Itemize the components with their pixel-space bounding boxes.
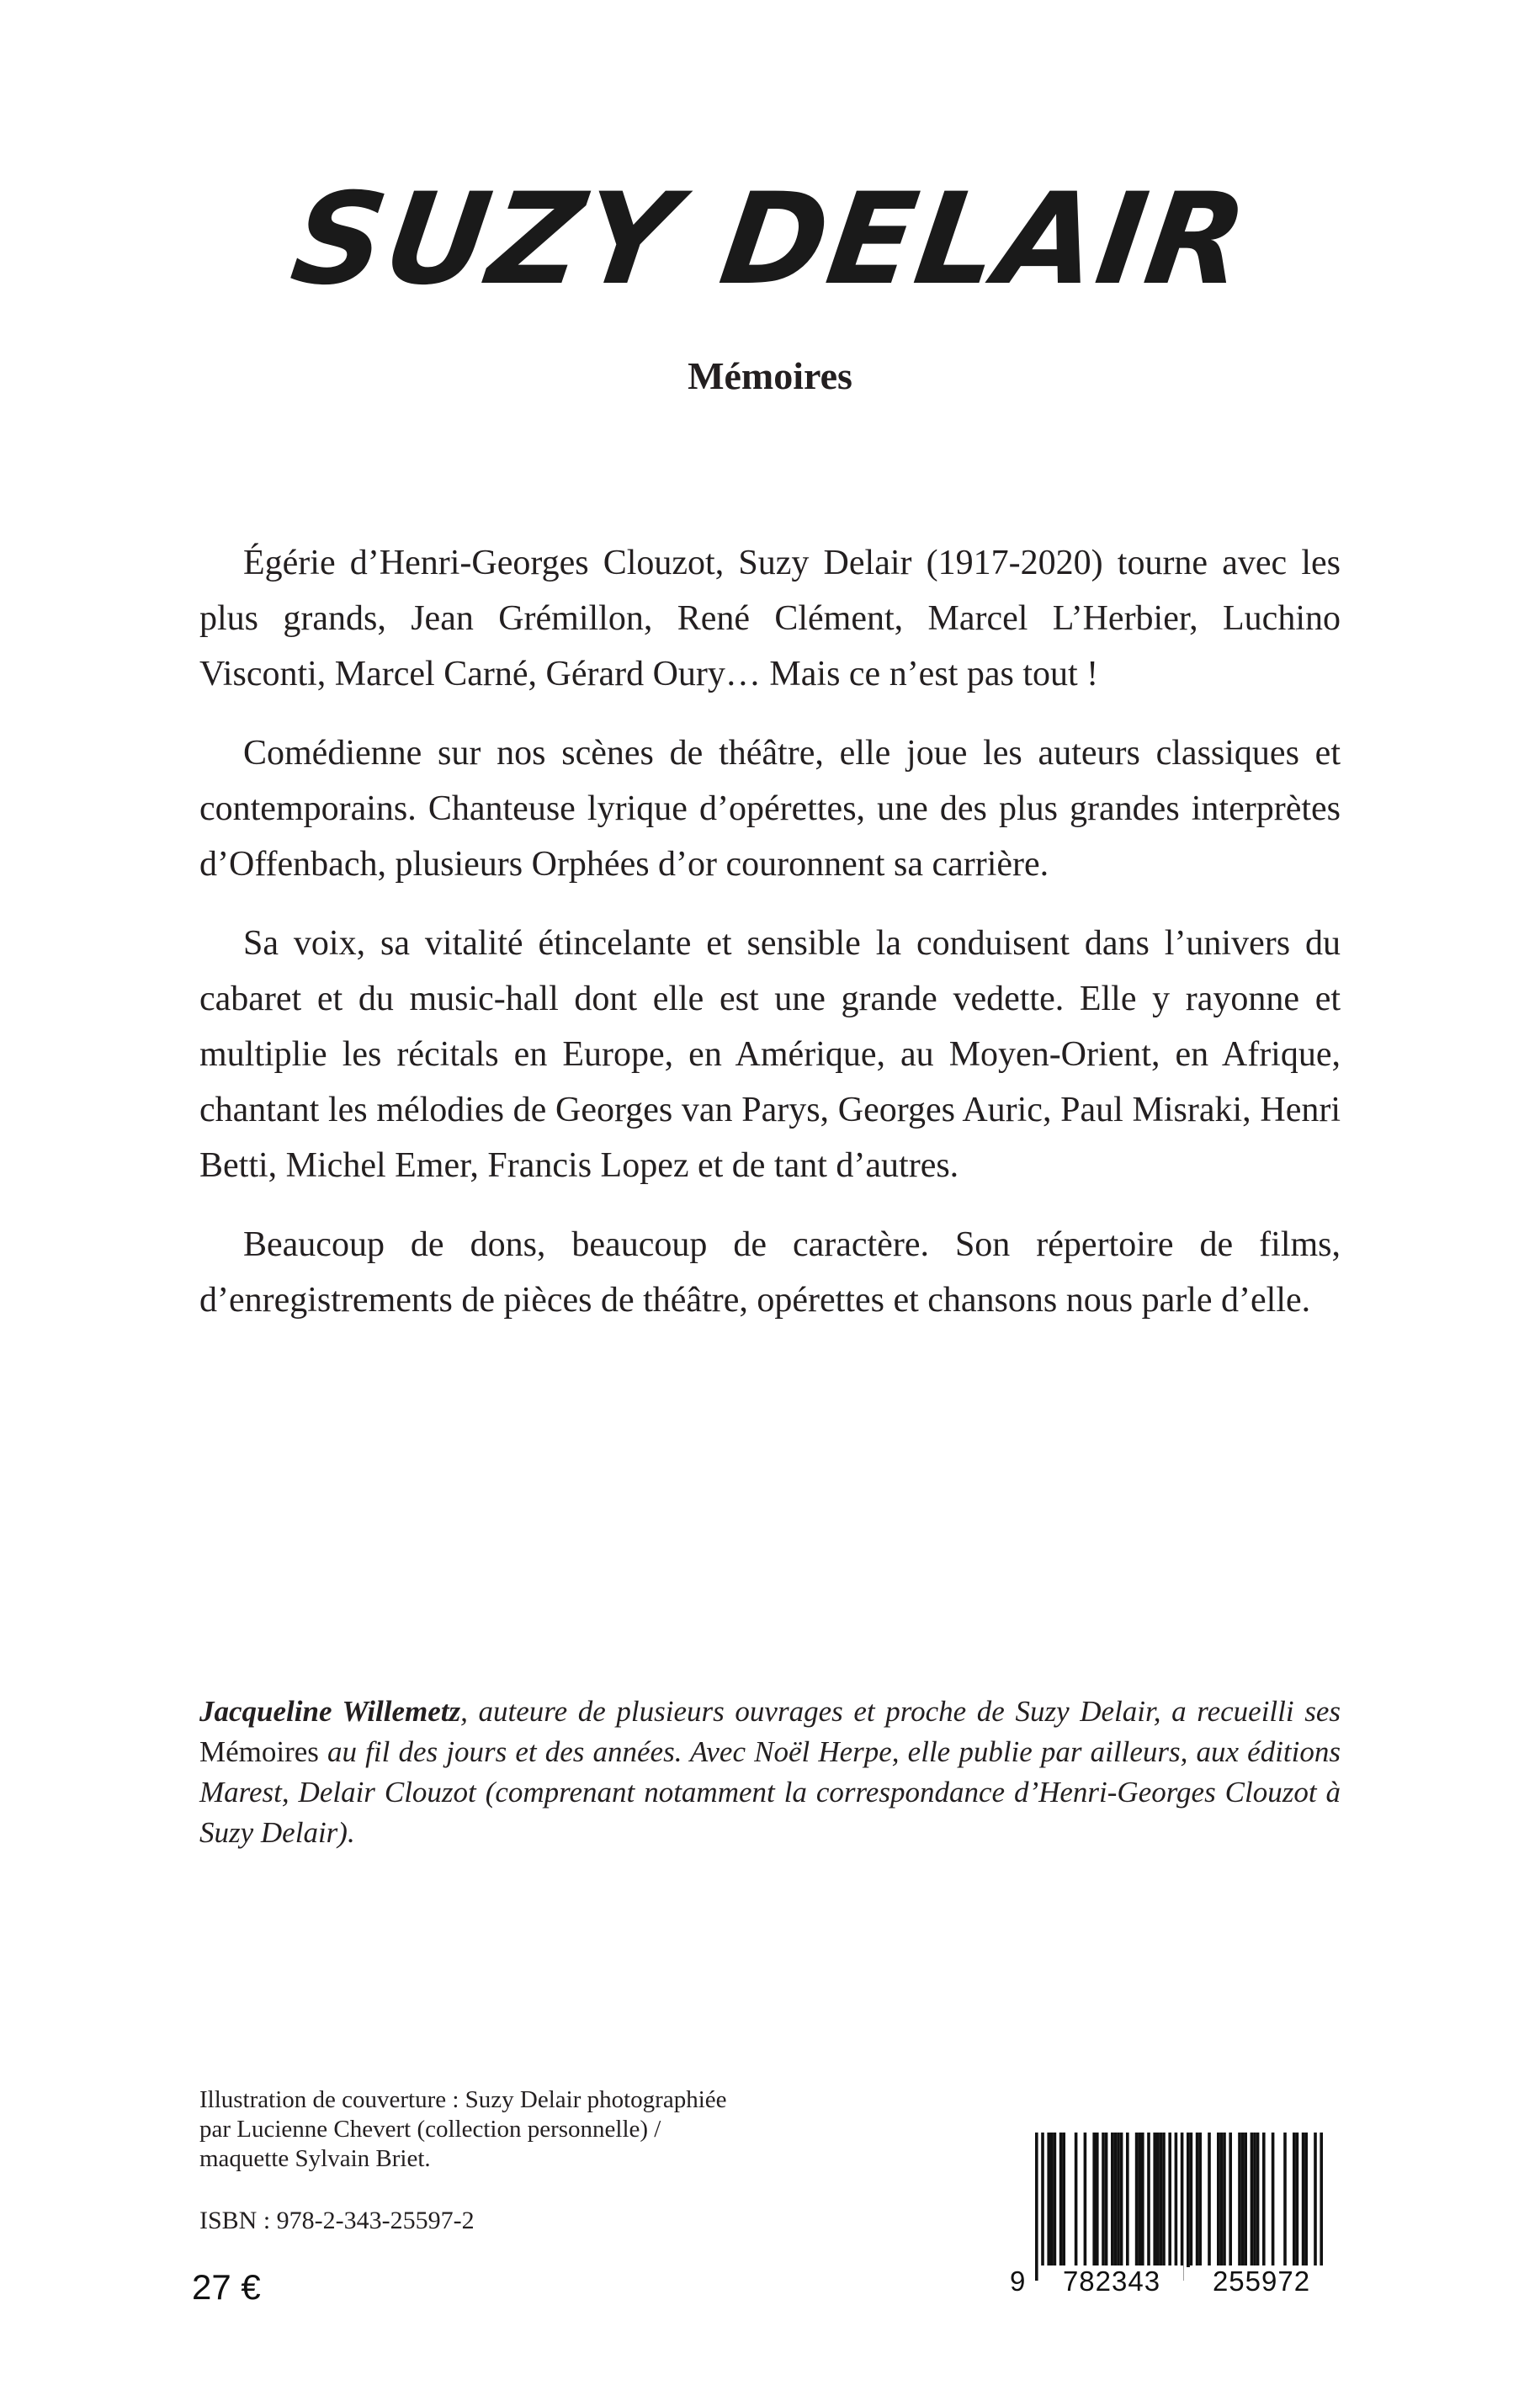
barcode-bar [1135,2133,1139,2267]
author-name: Jacqueline Willemetz [199,1695,461,1728]
cover-credit [199,2085,889,2174]
credit-line: maquette Sylvain Briet. [199,2145,431,2172]
author-note [199,1692,1341,1853]
blurb-paragraph: Égérie d’Henri-Georges Clouzot, Suzy Delair (1917-2020) tourne avec les plus grands, Jean Grémillon, René Clément, Marcel L’Herbier, Luchino Visconti, Marcel Carné, Gérard Oury… Mais ce n’est pas tout ! [199,544,1341,693]
barcode-bar [1117,2133,1120,2267]
author-note-text: au fil des jours et des années. Avec Noël Herpe, elle publie par ailleurs, aux éditions Marest, Delair Clouzot (comprenant notamment la correspondance d’Henri-Georges Clouzot à Suzy Delair). [199,1735,1341,1849]
barcode-bar [1223,2133,1226,2267]
blurb-paragraph: Beaucoup de dons, beaucoup de caractère. Son répertoire de films, d’enregistrements de pièces de théâtre, opérettes et chansons nous parle d’elle. [199,1225,1341,1320]
barcode-bar [1175,2133,1178,2281]
barcode-bar [1075,2133,1078,2267]
book-subtitle: Mémoires [688,354,852,397]
barcode-bar [1320,2133,1323,2281]
barcode-first-digit: 9 [1010,2265,1026,2297]
barcode-left-digits: 782343 [1040,2265,1183,2297]
barcode-bar [1047,2133,1050,2267]
barcode-bar [1141,2133,1144,2267]
barcode-bar [1229,2133,1232,2267]
barcode-bar [1196,2133,1199,2267]
price: 27 € [192,2267,261,2307]
barcode-bar [1293,2133,1296,2267]
barcode-bar [1156,2133,1160,2267]
barcode-bar [1190,2133,1193,2267]
author-note-text: , auteure de plusieurs ouvrages et proche de Suzy Delair, a recueilli ses [460,1695,1341,1728]
barcode-bar [1160,2133,1163,2267]
barcode-bar [1062,2133,1065,2267]
barcode-bar [1147,2133,1150,2267]
barcode-bar [1120,2133,1123,2267]
barcode-bar [1111,2133,1114,2267]
barcode-bar [1220,2133,1224,2267]
barcode-bar [1283,2133,1287,2267]
barcode-bar [1041,2133,1044,2281]
barcode-bar [1138,2133,1141,2267]
blurb-paragraph: Comédienne sur nos scènes de théâtre, elle joue les auteurs classiques et contemporains. Chanteuse lyrique d’opérettes, une des plus grandes interprètes d’Offenbach, plusieurs Orphées d’or couronnent sa carrière. [199,734,1341,884]
barcode-bar [1114,2133,1118,2267]
barcode-bar [1238,2133,1241,2267]
book-title: SUZY DELAIR [284,167,1256,313]
barcode-bar [1302,2133,1305,2267]
barcode-bar [1105,2133,1108,2267]
blurb-paragraph: Sa voix, sa vitalité étincelante et sensible la conduisent dans l’univers du cabaret et du music-hall dont elle est une grande vedette. Elle y rayonne et multiplie les récitals en Europe, en Amérique, au Moyen-Orient, en Afrique, chantant les mélodies de Georges van Parys, Georges Auric, Paul Misraki, Henri Betti, Michel Emer, Francis Lopez et de tant d’autres. [199,924,1341,1185]
barcode-bar [1054,2133,1057,2267]
barcode-bar [1314,2133,1317,2281]
barcode-bar [1050,2133,1054,2267]
isbn: ISBN : 978-2-343-25597-2 [199,2207,475,2234]
barcode-bar [1256,2133,1260,2267]
barcode-bar [1217,2133,1220,2267]
barcode-bar [1208,2133,1211,2267]
barcode-digits [1006,2265,1343,2297]
barcode-bar [1181,2133,1184,2281]
barcode-bar [1162,2133,1166,2267]
barcode-right-digits: 255972 [1190,2265,1333,2297]
barcode-bar [1198,2133,1202,2267]
author-note-work: Mémoires [199,1735,319,1768]
barcode-bar [1244,2133,1247,2267]
barcode-bar [1262,2133,1266,2267]
barcode-bar [1092,2133,1096,2267]
barcode-bar [1035,2133,1038,2281]
barcode-bar [1296,2133,1299,2267]
barcode [1006,2129,1343,2297]
barcode-bar [1251,2133,1254,2267]
barcode-bar [1096,2133,1099,2267]
blurb [199,535,1341,1352]
barcode-bar [1102,2133,1105,2267]
barcode-bar [1241,2133,1245,2267]
credit-line: par Lucienne Chevert (collection personnelle) / [199,2116,661,2143]
barcode-bar [1153,2133,1156,2267]
credit-line: Illustration de couverture : Suzy Delair photographiée [199,2086,727,2113]
barcode-bar [1126,2133,1129,2267]
barcode-bar [1168,2133,1171,2267]
barcode-bar [1272,2133,1275,2267]
barcode-bar [1304,2133,1308,2267]
barcode-bar [1187,2133,1190,2267]
barcode-bar [1084,2133,1087,2267]
barcode-bar [1253,2133,1256,2267]
barcode-bar [1059,2133,1063,2267]
